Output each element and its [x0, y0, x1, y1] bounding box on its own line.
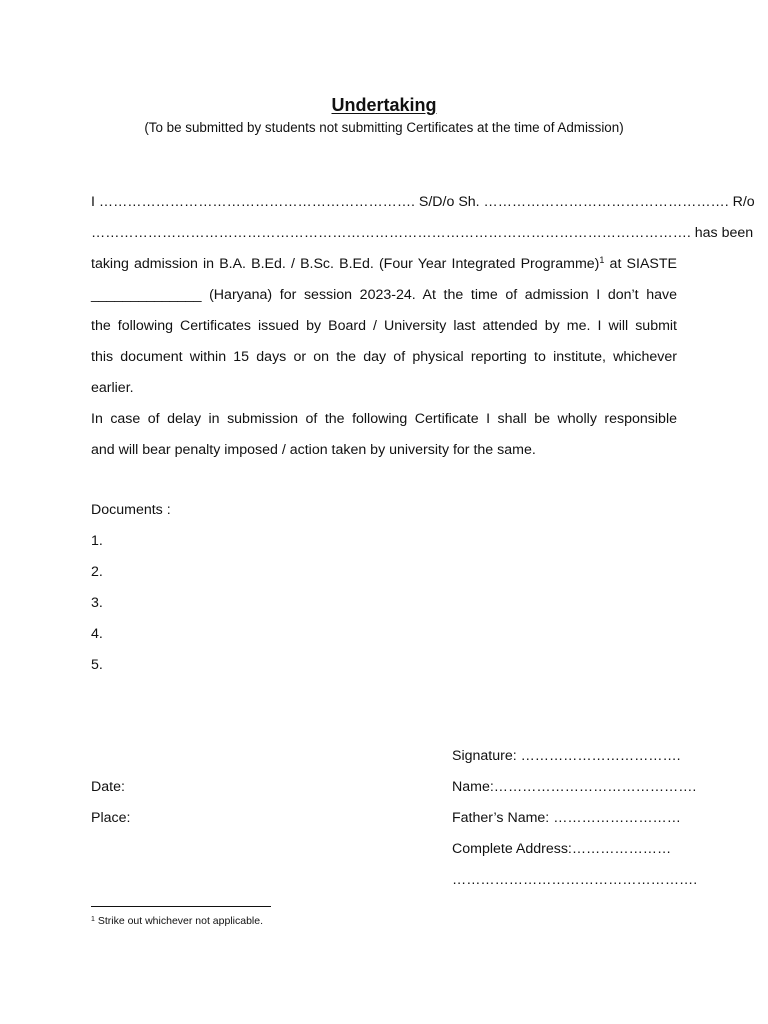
- date-place-block: [91, 772, 130, 834]
- footnote: [91, 915, 263, 927]
- document-title: Undertaking: [331, 95, 437, 115]
- body-line-3-suffix: at SIASTE: [604, 256, 677, 272]
- body-line-4: ______________ (Haryana) for session 2023-24. At the time of admission I don’t have: [91, 287, 677, 303]
- document-item-3: 3.: [91, 595, 103, 611]
- signature-field: Signature: …………………………….: [452, 748, 681, 764]
- body-line-3-text: taking admission in B.A. B.Ed. / B.Sc. B.Ed. (Four Year Integrated Programme): [91, 256, 600, 272]
- fathers-name-field: Father’s Name: ………………………: [452, 810, 681, 826]
- body-line-1: I …………………………………………………………. S/D/o Sh. ……………………………………………. R/o: [91, 194, 755, 210]
- name-field: Name:…………………………………….: [452, 779, 697, 795]
- footnote-divider: [91, 906, 271, 907]
- body-line-8: In case of delay in submission of the following Certificate I shall be wholly responsible: [91, 411, 677, 427]
- body-line-6: this document within 15 days or on the day of physical reporting to institute, whichever: [91, 349, 677, 365]
- documents-label: Documents :: [91, 502, 171, 518]
- document-item-1: 1.: [91, 533, 103, 549]
- body-line-3: [91, 249, 677, 280]
- body-line-7: earlier.: [91, 380, 134, 396]
- place-label: Place:: [91, 810, 131, 826]
- document-item-5: 5.: [91, 657, 103, 673]
- document-subtitle: (To be submitted by students not submitting Certificates at the time of Admission): [144, 120, 624, 135]
- date-label: Date:: [91, 779, 125, 795]
- footnote-text: Strike out whichever not applicable.: [94, 915, 263, 927]
- signature-block: [452, 741, 697, 896]
- undertaking-body: [91, 187, 755, 466]
- body-line-5: the following Certificates issued by Board / University last attended by me. I will submit: [91, 318, 677, 334]
- document-item-4: 4.: [91, 626, 103, 642]
- document-item-2: 2.: [91, 564, 103, 580]
- footnote-ref: 1: [599, 255, 605, 265]
- footnote-number: 1: [91, 916, 95, 923]
- complete-address-field: Complete Address:…………………: [452, 841, 672, 857]
- body-line-9: and will bear penalty imposed / action taken by university for the same.: [91, 442, 536, 458]
- address-line-field: …………………………………………….: [452, 872, 698, 888]
- body-line-2: ………………………………………………………………………………………………………………. has been: [91, 225, 754, 241]
- documents-list: [91, 495, 171, 681]
